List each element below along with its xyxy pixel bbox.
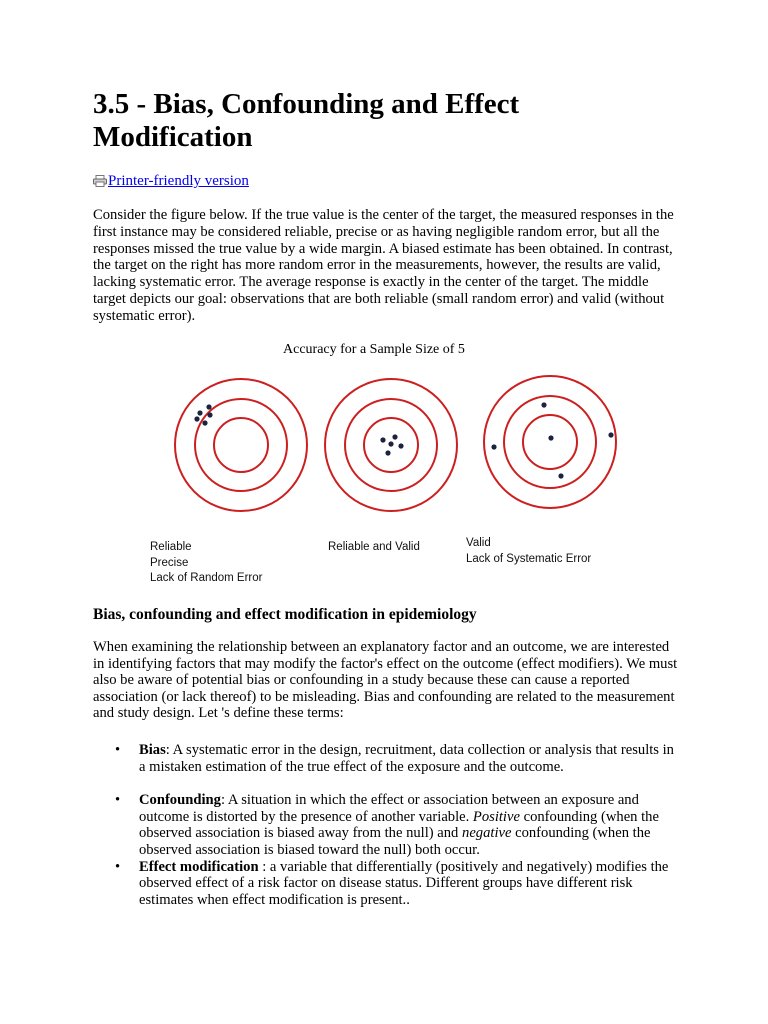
target-reliable-dot xyxy=(194,416,199,421)
target-reliable-dot xyxy=(202,420,207,425)
target-middle-dot xyxy=(392,434,397,439)
term-bias: Bias xyxy=(139,742,166,758)
accuracy-figure xyxy=(93,336,693,596)
target-reliable-dot xyxy=(206,404,211,409)
term-effect-modification: Effect modification xyxy=(139,858,259,875)
target-middle-dot xyxy=(388,441,393,446)
target-valid xyxy=(484,376,616,508)
label-valid-group xyxy=(466,536,591,567)
target-middle-dot xyxy=(398,443,403,448)
target-valid-middle-ring xyxy=(504,396,596,488)
target-middle-dot xyxy=(385,450,390,455)
section-heading: Bias, confounding and effect modification in epidemiology xyxy=(93,606,477,623)
negative-word: negative xyxy=(462,825,512,842)
definition-confounding-part-2: confounding (when the observed association is biased away from the null) and xyxy=(139,808,659,842)
target-middle-dot xyxy=(380,437,385,442)
targets-diagram xyxy=(163,374,723,554)
page-title: 3.5 - Bias, Confounding and Effect Modification xyxy=(93,88,520,153)
target-valid-dot xyxy=(491,444,496,449)
target-valid-dot xyxy=(608,432,613,437)
target-reliable-dot xyxy=(207,412,212,417)
bullet-icon: • xyxy=(115,742,121,758)
label-precise: Precise xyxy=(150,556,189,569)
terms-list xyxy=(93,742,678,908)
bullet-icon: • xyxy=(115,792,121,809)
printer-friendly-row xyxy=(93,172,249,190)
term-confounding: Confounding xyxy=(139,792,221,809)
list-item-confounding xyxy=(93,792,678,858)
target-valid-dot xyxy=(558,473,563,478)
list-item-bias xyxy=(93,742,678,775)
definition-confounding-part-3: confounding (when the observed association is biased toward the null) both occur. xyxy=(139,825,651,858)
target-reliable xyxy=(175,379,307,511)
target-reliable-valid xyxy=(325,379,457,511)
label-lack-random-error: Lack of Random Error xyxy=(150,572,263,584)
target-valid-dot xyxy=(548,435,553,440)
definition-bias: : A systematic error in the design, recruitment, data collection or analysis that results in a mistaken estimation of the true effect of the exposure and the outcome. xyxy=(139,742,674,775)
label-reliable-and-valid: Reliable and Valid xyxy=(328,541,420,553)
label-reliable-group xyxy=(150,540,263,587)
target-valid-inner-ring xyxy=(523,415,577,469)
intro-paragraph: Consider the figure below. If the true value is the center of the target, the measured responses in the first instance may be considered reliable, precise or as having negligible random error, but all the responses missed the true value by a wide margin. A biased estimate has been obtained. In contrast, the target on the right has more random error in the measurements, however, the results are valid, lacking systematic error. The average response is exactly in the center of the target. The middle target depicts our goal: observations that are both reliable (small random error) and valid (without systematic error). xyxy=(93,207,674,324)
printer-friendly-link[interactable]: Printer-friendly version xyxy=(108,173,249,189)
target-reliable-dot xyxy=(197,410,202,415)
target-reliable-inner-ring xyxy=(214,418,268,472)
definition-confounding-part-1: : A situation in which the effect or association between an exposure and outcome is distorted by the presence of another variable. xyxy=(139,792,639,825)
target-valid-dot xyxy=(541,402,546,407)
list-item-effect-modification xyxy=(93,859,678,909)
positive-word: Positive xyxy=(472,808,520,825)
figure-title: Accuracy for a Sample Size of 5 xyxy=(283,342,465,357)
label-reliable: Reliable xyxy=(150,541,192,553)
label-lack-systematic-error: Lack of Systematic Error xyxy=(466,552,592,565)
bullet-icon: • xyxy=(115,858,121,875)
label-valid: Valid xyxy=(466,537,491,549)
second-paragraph: When examining the relationship between an explanatory factor and an outcome, we are interested in identifying factors that may modify the factor's effect on the outcome (effect modifiers). We must also be aware of potential bias or confounding in a study because these can cause a reported association (or lack thereof) to be misleading. Bias and confounding are related to the measurement and study design. Let 's define these terms: xyxy=(93,639,678,722)
printer-icon[interactable] xyxy=(93,175,107,187)
definition-effect-modification: : a variable that differentially (positively and negatively) modifies the observed effect of a risk factor on disease status. Different groups have different risk estimates when effect modification is present.. xyxy=(139,858,669,908)
